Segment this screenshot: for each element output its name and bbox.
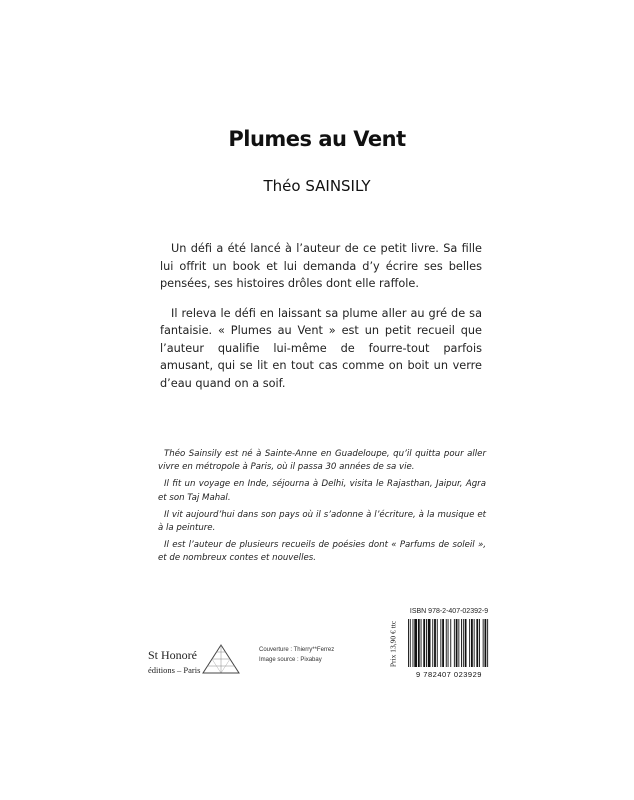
barcode-bar [461,619,462,667]
ean-digits: 9 782407 023929 [416,670,482,679]
isbn-label: ISBN 978-2-407-02392-9 [409,608,489,615]
pyramid-icon [200,642,242,678]
author-bio [158,448,486,570]
barcode-bar [442,619,444,667]
barcode-bar [421,619,422,667]
barcode-bar [437,619,438,667]
barcode-bar [454,619,455,667]
bio-paragraph: Théo Sainsily est né à Sainte-Anne en Guadeloupe, qu’il quitta pour aller vivre en métropole à Paris, où il passa 30 années de sa vie. [158,449,486,473]
barcode-bar [474,619,475,667]
barcode-bar [471,619,473,667]
back-cover-blurb [160,240,482,404]
barcode-bar [456,619,458,667]
bio-paragraph: Il est l’auteur de plusieurs recueils de poésies dont « Parfums de soleil », et de nombreux contes et nouvelles. [158,540,486,564]
barcode-bar [413,619,414,667]
barcode-bar [446,619,447,667]
barcode-bar [423,619,425,667]
barcode-bar [408,619,409,667]
barcode-bar [487,619,488,667]
bio-paragraph: Il vit aujourd’hui dans son pays où il s’adonne à l’écriture, à la musique et à la peinture. [158,509,486,534]
barcode-bar [410,619,411,667]
barcode-bar [440,619,441,667]
barcode-bars [408,619,490,669]
barcode-bar [458,619,459,667]
publisher-name: St Honoré [148,648,197,662]
barcode-bar [485,619,487,667]
barcode-bar [434,619,436,667]
blurb-paragraph: Un défi a été lancé à l’auteur de ce petit livre. Sa fille lui offrit un book et lui demanda d’y écrire ses belles pensées, ses histoires drôles dont elle raffole. [160,242,482,290]
barcode-bar [483,619,484,667]
book-author: Théo SAINSILY [263,177,371,195]
publisher-subtitle: éditions – Paris [148,665,201,675]
price-text: Prix 13,90 € ttc [388,620,398,668]
barcode-bar [448,619,449,667]
barcode-bar [469,619,470,667]
barcode-bar [476,619,478,667]
barcode-bar [418,619,420,667]
barcode-bar [463,619,464,667]
bio-paragraph: Il fit un voyage en Inde, séjourna à Delhi, visita le Rajasthan, Jaipur, Agra et son Taj Mahal. [158,479,486,503]
barcode-bar [426,619,427,667]
cover-credit: Couverture : Thierry**Ferrez [259,647,335,653]
barcode-bar [450,619,451,667]
barcode-bar [428,619,431,667]
barcode [404,604,494,682]
barcode-bar [414,619,417,667]
publisher-logo [148,642,243,682]
book-title: Plumes au Vent [228,127,406,151]
barcode-bar [479,619,480,667]
blurb-paragraph: Il releva le défi en laissant sa plume aller au gré de sa fantaisie. « Plumes au Vent » est un petit recueil que l’auteur qualifie lui-même de fourre-tout parfois amusant, qui se lit en tout cas comme on boit un verre d’eau quand on a soif. [160,306,482,390]
image-source-credit: Image source : Pixabay [259,657,322,663]
barcode-bar [432,619,433,667]
barcode-bar [465,619,467,667]
cover-credits [259,645,334,665]
price-label [386,608,400,680]
